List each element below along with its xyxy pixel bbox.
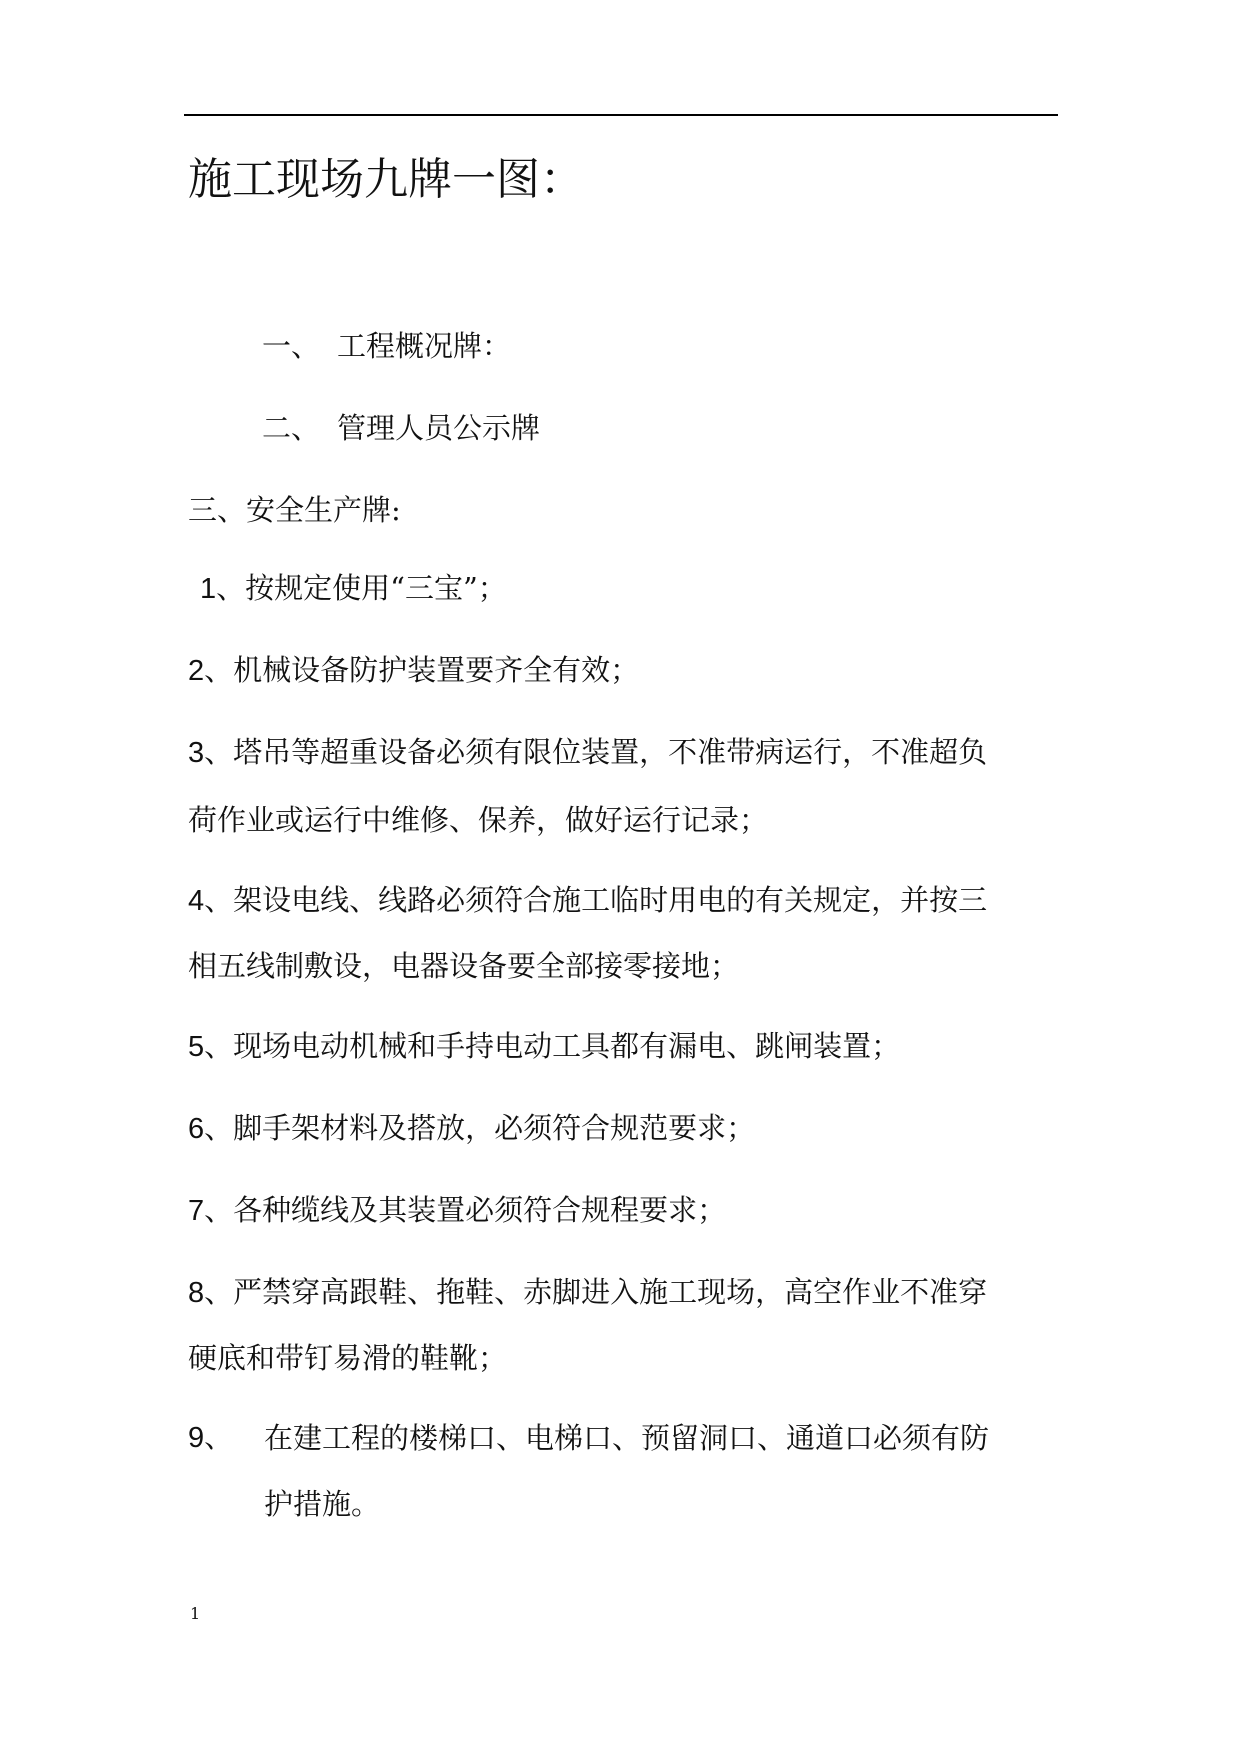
page-number: 1 (190, 1604, 201, 1623)
list-item-9-line-2: 护措施。 (264, 1487, 381, 1521)
list-item-2-number: 2 (188, 655, 205, 687)
list-item-4-line-1 (188, 880, 987, 921)
list-item-3-line-1 (188, 732, 987, 773)
list-item-3-text-1: 、塔吊等超重设备必须有限位装置，不准带病运行，不准超负 (204, 735, 988, 769)
list-item-9-line-1: 在建工程的楼梯口、电梯口、预留洞口、通道口必须有防 (264, 1421, 990, 1455)
list-item-3-line-2: 荷作业或运行中维修、保养，做好运行记录； (188, 803, 769, 837)
list-item-6-text: 、脚手架材料及搭放，必须符合规范要求； (204, 1111, 756, 1145)
header-rule (184, 114, 1058, 116)
list-item-7 (188, 1190, 726, 1231)
list-item-4-number: 4 (188, 885, 205, 917)
list-item-8-line-1 (188, 1272, 987, 1313)
list-item-5-text: 、现场电动机械和手持电动工具都有漏电、跳闸装置； (204, 1029, 901, 1063)
list-item-7-number: 7 (188, 1195, 205, 1227)
list-item-7-text: 、各种缆线及其装置必须符合规程要求； (204, 1193, 727, 1227)
list-item-5-number: 5 (188, 1031, 205, 1063)
section-two-number: 二、 (262, 411, 321, 445)
list-item-2 (188, 650, 639, 691)
list-item-1 (200, 568, 507, 609)
list-item-4-text-1: 、架设电线、线路必须符合施工临时用电的有关规定，并按三 (204, 883, 988, 917)
list-item-1-number: 1 (200, 573, 217, 605)
list-item-1-text: 、按规定使用“三宝”； (216, 571, 507, 605)
list-item-8-line-2: 硬底和带钉易滑的鞋靴； (188, 1341, 508, 1375)
section-one-number: 一、 (262, 329, 321, 363)
section-two-label: 管理人员公示牌 (337, 411, 541, 445)
section-one-label: 工程概况牌： (337, 329, 512, 363)
list-item-4-line-2: 相五线制敷设，电器设备要全部接零接地； (188, 949, 740, 983)
list-item-6-number: 6 (188, 1113, 205, 1145)
list-item-8-number: 8 (188, 1277, 205, 1309)
list-item-6 (188, 1108, 755, 1149)
section-two (262, 408, 540, 448)
section-three: 三、安全生产牌: (188, 493, 401, 527)
list-item-8-text-1: 、严禁穿高跟鞋、拖鞋、赤脚进入施工现场，高空作业不准穿 (204, 1275, 988, 1309)
section-one (262, 326, 511, 366)
list-item-5 (188, 1026, 900, 1067)
list-item-3-number: 3 (188, 737, 205, 769)
list-item-9-number: 9、 (188, 1422, 234, 1454)
list-item-2-text: 、机械设备防护装置要齐全有效； (204, 653, 640, 687)
page-title: 施工现场九牌一图： (188, 154, 584, 205)
